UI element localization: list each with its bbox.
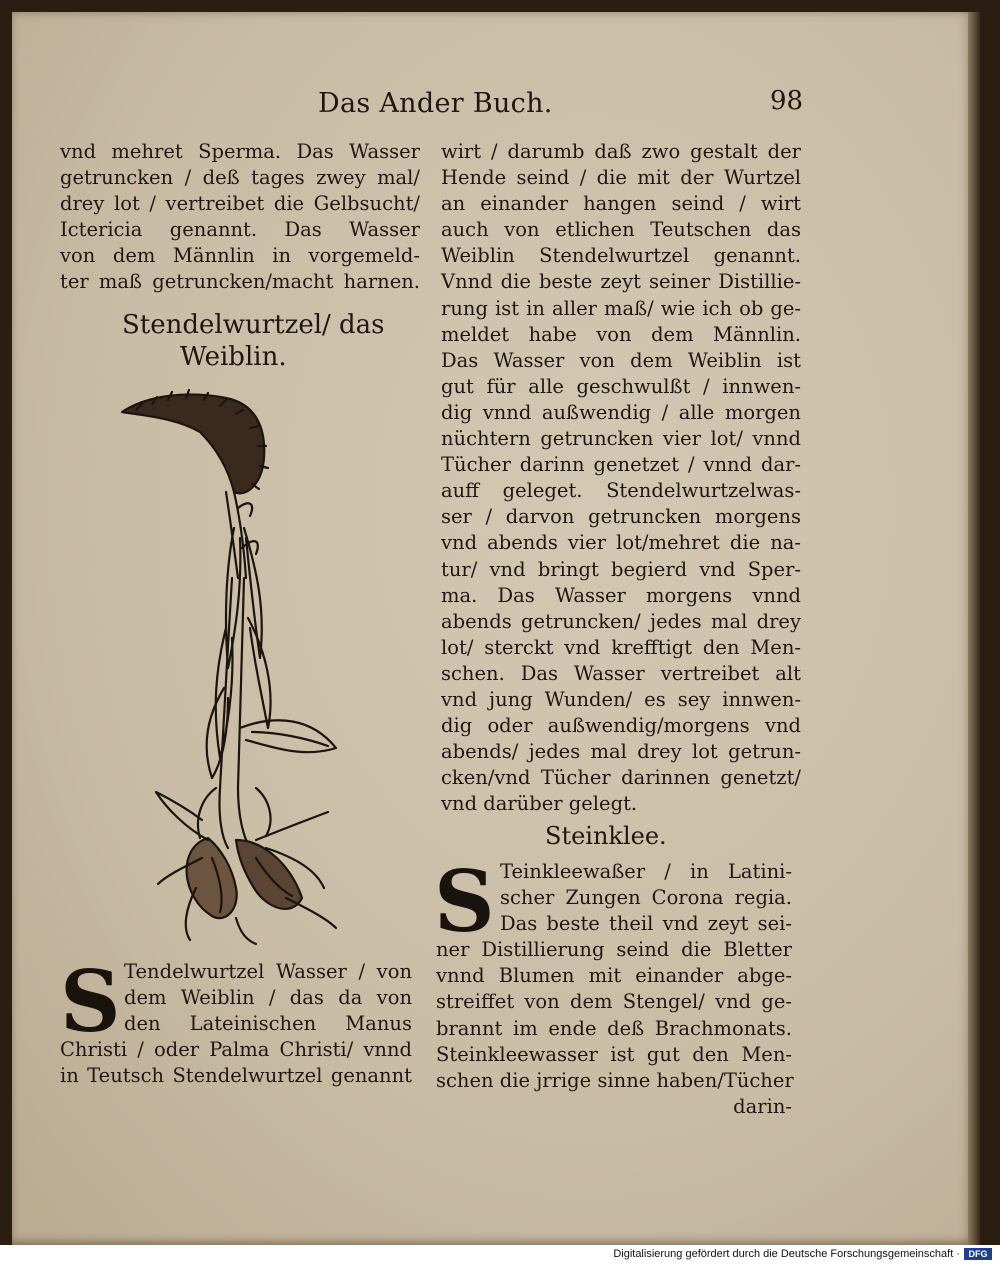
drop-cap-initial: S (434, 852, 495, 951)
right-column-bottom-text (434, 852, 794, 1120)
text-line: Tendelwurtzel Wasser / von (124, 960, 412, 983)
drop-cap-initial: S (60, 952, 121, 1051)
text-line: abends/ jedes mal drey lot getrun- (441, 740, 801, 764)
funding-credit: Digitalisierung gefördert durch die Deutsche Forschungsgemeinschaft · (613, 1248, 960, 1260)
text-line: cken/vnd Tücher darinnen genetzt/ (441, 766, 801, 790)
text-line: meldet habe von dem Männlin. (441, 322, 801, 346)
text-line: schen. Das Wasser vertreibet alt (441, 661, 801, 685)
text-line: vnd abends vier lot/mehret die na- (441, 531, 801, 555)
text-line: Hende seind / die mit der Wurtzel (441, 166, 801, 190)
text-line: Steinkleewasser ist gut den Men- (436, 1042, 792, 1066)
section-heading-stendelwurtzel (122, 309, 385, 373)
text-line: Vnnd die beste zeyt seiner Distillie- (441, 270, 801, 294)
text-line: drey lot / vertreibet die Gelbsucht/ (60, 192, 420, 216)
dfg-logo: DFG (964, 1248, 992, 1260)
text-line: schen die jrrige sinne haben/Tücher (436, 1068, 794, 1092)
text-line: nüchtern getruncken vier lot/ vnnd (441, 427, 801, 451)
text-line: getruncken / deß tages zwey mal/ (60, 166, 420, 190)
text-line: ser / darvon getruncken morgens (441, 505, 801, 529)
text-line: vnd mehret Sperma. Das Wasser (60, 140, 420, 163)
text-line: Ictericia genannt. Das Wasser (60, 218, 420, 242)
text-line: wirt / darumb daß zwo gestalt der (441, 140, 801, 163)
text-line: vnd jung Wunden/ es sey innwen- (441, 687, 801, 711)
text-line: gut für alle geschwulßt / innwen- (441, 374, 801, 398)
page-edge-shadow (968, 12, 980, 1245)
text-line: Christi / oder Palma Christi/ vnnd (60, 1038, 412, 1062)
text-line: lot/ sterckt vnd krefftigt den Men- (441, 635, 801, 659)
catchword: darin- (733, 1094, 792, 1118)
text-line: dem Weiblin / das da von (124, 986, 412, 1010)
text-line: Tücher darinn genetzet / vnnd dar- (441, 453, 801, 477)
text-line: Teinkleewaßer / in Latini- (500, 860, 792, 883)
text-line: ter maß getruncken/macht harnen. (60, 270, 420, 294)
text-line: auch von etlichen Teutschen das (441, 218, 801, 242)
text-line: rung ist in aller maß/ wie ich ob ge- (441, 296, 801, 320)
text-line: dig vnnd außwendig / alle morgen (441, 400, 801, 424)
text-line: brannt im ende deß Brachmonats. (436, 1016, 792, 1040)
text-line: streiffet von dem Stengel/ vnd ge- (436, 990, 792, 1014)
text-line: abends getruncken/ jedes mal drey (441, 609, 801, 633)
text-line: ner Distillierung seind die Bletter (436, 938, 792, 962)
text-line: Weiblin Stendelwurtzel genannt. (441, 244, 801, 268)
folio-number: 98 (770, 86, 804, 116)
text-line: vnd darüber gelegt. (441, 792, 638, 816)
left-column-top-text (60, 139, 420, 296)
text-line: scher Zungen Corona regia. (500, 886, 792, 910)
text-line: in Teutsch Stendelwurtzel genannt (60, 1064, 412, 1088)
running-head: Das Ander Buch. (318, 88, 553, 119)
left-column-bottom-text (60, 952, 412, 1089)
plant-woodcut-illustration (116, 388, 356, 948)
text-line: vnnd Blumen mit einander abge- (436, 964, 792, 988)
right-column-text (441, 139, 801, 817)
text-line: von dem Männlin in vorgemeld- (60, 244, 420, 268)
text-line: Das beste theil vnd zeyt sei- (500, 912, 792, 936)
text-line: den Lateinischen Manus (124, 1012, 412, 1036)
heading-line: Stendelwurtzel/ das (122, 310, 385, 340)
text-line: an einander hangen seind / wirt (441, 192, 801, 216)
text-line: Das Wasser von dem Weiblin ist (441, 348, 801, 372)
text-line: dig oder außwendig/morgens vnd (441, 714, 801, 738)
text-line: tur/ vnd bringt begierd vnd Sper- (441, 557, 801, 581)
text-line: auff geleget. Stendelwurtzelwas- (441, 479, 801, 503)
heading-line: Weiblin. (180, 342, 287, 372)
text-line: ma. Das Wasser morgens vnnd (441, 583, 801, 607)
section-heading-steinklee: Steinklee. (545, 822, 667, 850)
